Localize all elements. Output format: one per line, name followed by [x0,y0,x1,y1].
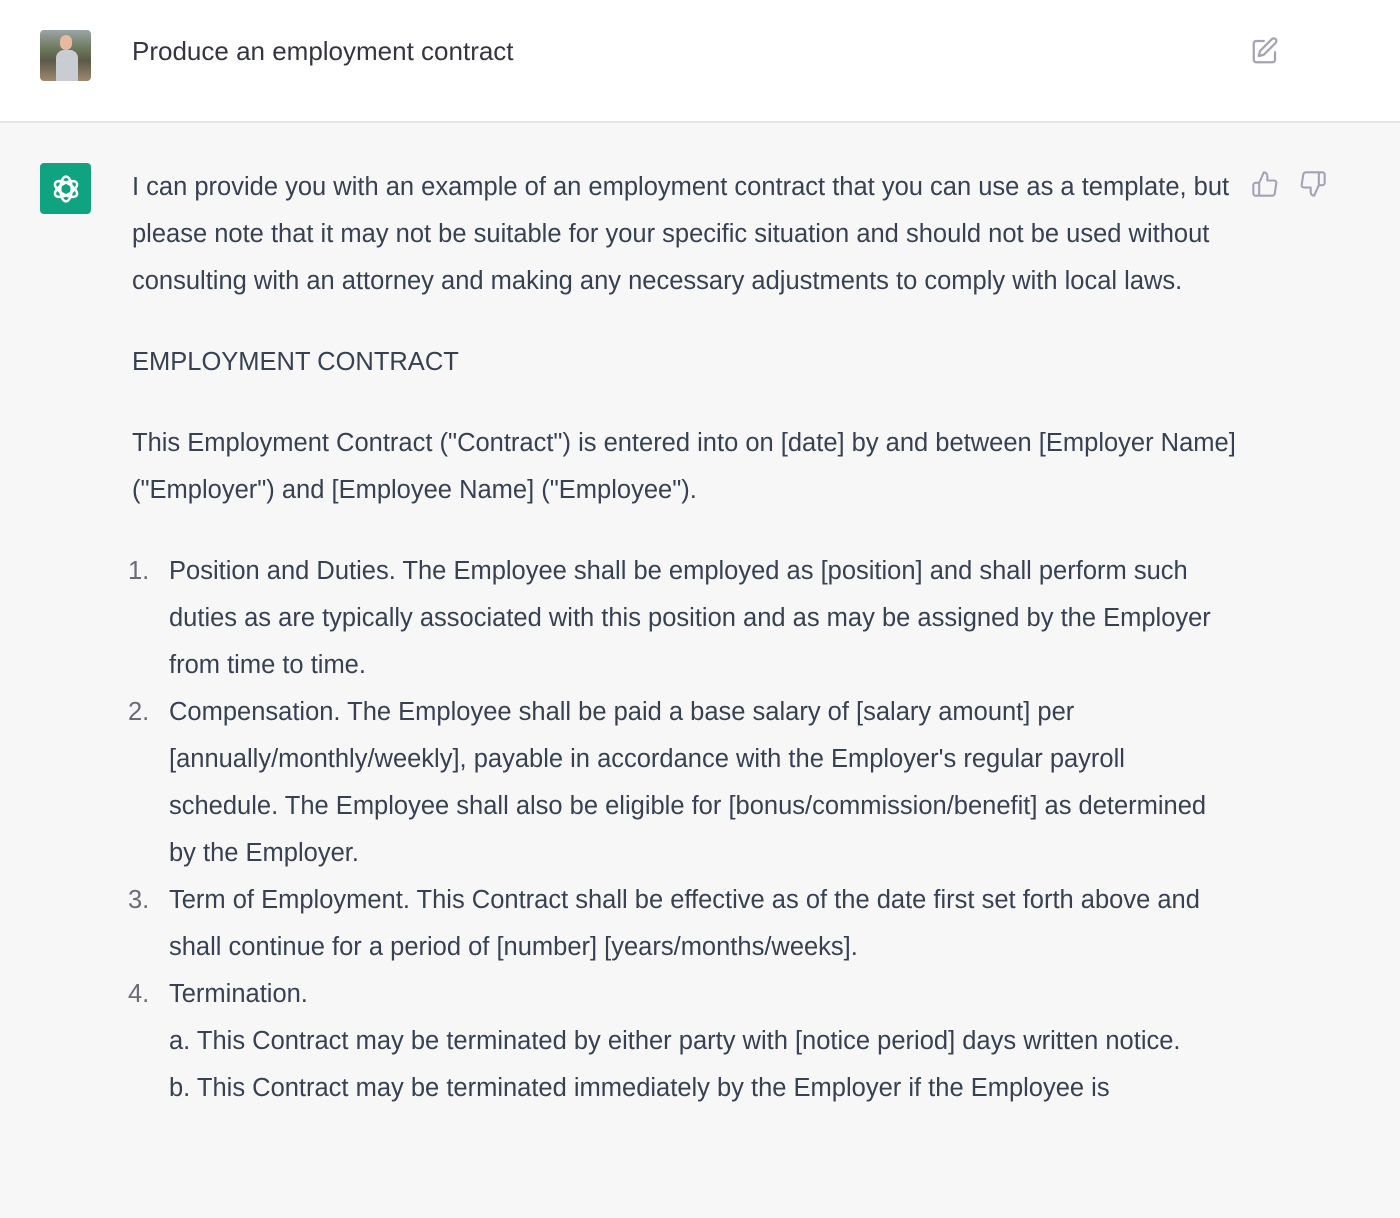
contract-clauses [128,548,1237,1112]
item-number: 1. [128,557,150,585]
list-item [128,971,1237,1112]
item-number: 2. [128,698,150,726]
item-number: 4. [128,980,150,1008]
item-text: Compensation. The Employee shall be paid a base salary of [salary amount] per [annually/monthly/weekly], payable in accordance with the Employer's regular payroll schedule. The Employee shall also be eligible for [bonus/commission/benefit] as determined by the Employer. [169,698,1207,867]
item-text: Position and Duties. The Employee shall be employed as [position] and shall perform such duties as are typically associated with this position and as may be assigned by the Employer from time to time. [169,557,1211,679]
user-prompt: Produce an employment contract [132,36,514,66]
user-avatar [40,30,91,81]
list-item [128,548,1237,689]
item-number: 3. [128,886,150,914]
list-item [128,689,1237,877]
sub-item: a. This Contract may be terminated by either party with [notice period] days written notice. [169,1027,1181,1055]
list-item [128,877,1237,971]
contract-heading: EMPLOYMENT CONTRACT [132,348,459,376]
intro-paragraph: I can provide you with an example of an employment contract that you can use as a template, but please note that it may not be suitable for your specific situation and should not be used without consulting with an attorney and making any necessary adjustments to comply with local laws. [132,173,1230,295]
edit-icon[interactable] [1250,36,1280,66]
user-message-row [0,0,1400,123]
thumbs-up-icon[interactable] [1251,170,1279,198]
item-text: Term of Employment. This Contract shall be effective as of the date first set forth above and shall continue for a period of [number] [years/months/weeks]. [169,886,1200,961]
assistant-response [128,164,1237,1112]
sub-item: b. This Contract may be terminated immediately by the Employer if the Employee is [169,1074,1110,1102]
item-text: Termination. [169,980,308,1008]
openai-logo-icon [40,163,91,214]
preamble-paragraph: This Employment Contract ("Contract") is entered into on [date] by and between [Employer Name] ("Employer") and [Employee Name] ("Employee"). [132,429,1236,504]
thumbs-down-icon[interactable] [1299,170,1327,198]
